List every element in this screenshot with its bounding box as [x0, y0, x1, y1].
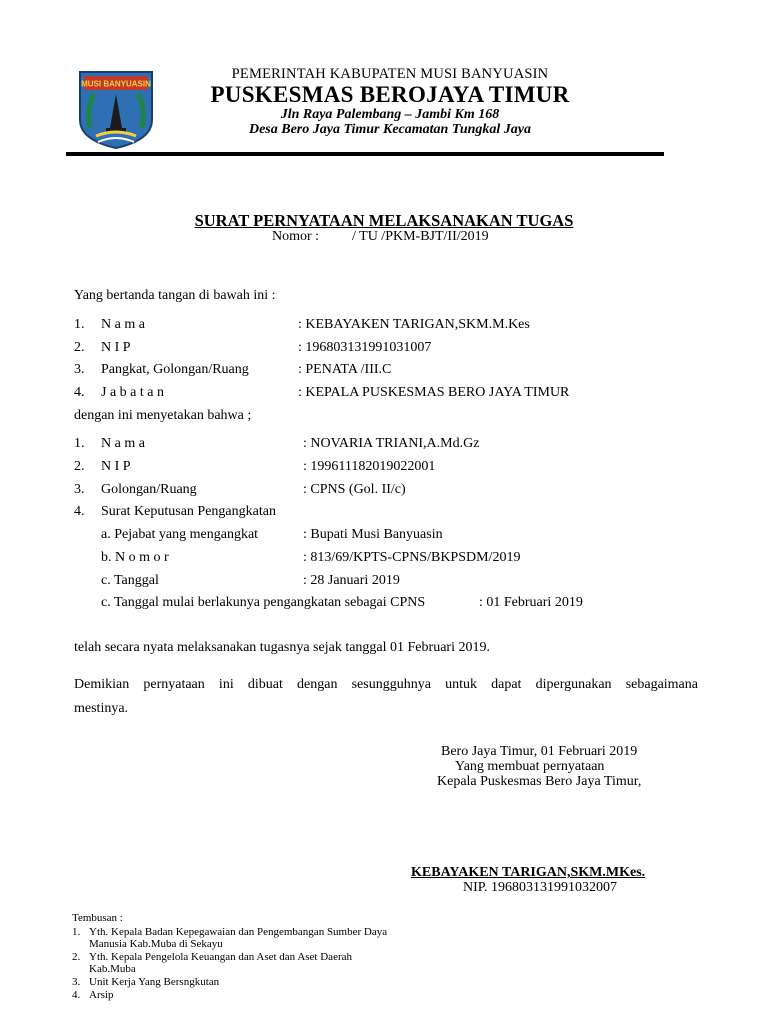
subject-num: 1. [74, 436, 85, 451]
tembusan-item-cont: Kab.Muba [89, 963, 136, 975]
subject-label: N I P [101, 459, 131, 474]
subject-value: : CPNS (Gol. II/c) [303, 482, 406, 497]
tembusan-item: Unit Kerja Yang Bersngkutan [89, 976, 220, 988]
tembusan-num: 2. [72, 951, 81, 963]
sk-label: c. Tanggal mulai berlakunya pengangkatan sebagai CPNS [101, 595, 426, 610]
signer-num: 3. [74, 362, 85, 377]
subject-label: N a m a [101, 436, 145, 451]
signer-num: 1. [74, 317, 85, 332]
signer-label: N I P [101, 340, 131, 355]
intro-text: Yang bertanda tangan di bawah ini : [74, 288, 276, 303]
subject-num: 4. [74, 504, 85, 519]
subject-value: : 199611182019022001 [303, 459, 436, 474]
subject-num: 3. [74, 482, 85, 497]
signer-label: Pangkat, Golongan/Ruang [101, 362, 249, 377]
signature-position: Kepala Puskesmas Bero Jaya Timur, [437, 774, 642, 789]
signature-place-date: Bero Jaya Timur, 01 Februari 2019 [441, 744, 638, 759]
sk-label: b. N o m o r [101, 550, 169, 565]
subject-label: Golongan/Ruang [101, 482, 197, 497]
tembusan-item-cont: Manusia Kab.Muba di Sekayu [89, 938, 223, 950]
tembusan-item: Arsip [89, 989, 114, 1001]
signer-label: J a b a t a n [101, 385, 164, 400]
tembusan-label: Tembusan : [72, 912, 123, 924]
header-divider [66, 152, 664, 156]
signer-label: N a m a [101, 317, 145, 332]
header-government: PEMERINTAH KABUPATEN MUSI BANYUASIN [231, 66, 549, 82]
sk-value: : Bupati Musi Banyuasin [303, 527, 443, 542]
tembusan-num: 1. [72, 926, 81, 938]
sk-label: c. Tanggal [101, 573, 159, 588]
signer-value: : KEPALA PUSKESMAS BERO JAYA TIMUR [298, 385, 570, 400]
tembusan-item: Yth. Kepala Badan Kepegawaian dan Pengembangan Sumber Daya [89, 926, 388, 938]
sk-value: : 813/69/KPTS-CPNS/BKPSDM/2019 [303, 550, 521, 565]
nomor-label: Nomor : [272, 229, 320, 244]
paragraph-duty: telah secara nyata melaksanakan tugasnya sejak tanggal 01 Februari 2019. [74, 640, 490, 655]
nomor-value: / TU /PKM-BJT/II/2019 [352, 229, 489, 244]
subject-num: 2. [74, 459, 85, 474]
signer-value: : 196803131991031007 [298, 340, 432, 355]
sk-label: a. Pejabat yang mengangkat [101, 527, 259, 542]
header-address: Jln Raya Palembang – Jambi Km 168 [280, 107, 500, 122]
header-institution: PUSKESMAS BEROJAYA TIMUR [210, 82, 570, 107]
sk-value: : 01 Februari 2019 [479, 595, 583, 610]
tembusan-num: 3. [72, 976, 81, 988]
signer-value: : PENATA /III.C [298, 362, 392, 377]
signer-num: 2. [74, 340, 85, 355]
subject-label: Surat Keputusan Pengangkatan [101, 504, 276, 519]
paragraph-closing-line2: mestinya. [74, 701, 129, 716]
signature-role: Yang membuat pernyataan [455, 759, 605, 774]
subject-value: : NOVARIA TRIANI,A.Md.Gz [303, 436, 480, 451]
statement-text: dengan ini menyetakan bahwa ; [74, 408, 252, 423]
regency-logo [76, 68, 156, 150]
signatory-nip: NIP. 196803131991032007 [463, 880, 618, 895]
signer-value: : KEBAYAKEN TARIGAN,SKM.M.Kes [298, 317, 530, 332]
header-village: Desa Bero Jaya Timur Kecamatan Tungkal Jaya [248, 122, 532, 137]
signatory-name: KEBAYAKEN TARIGAN,SKM.MKes. [411, 865, 646, 880]
tembusan-num: 4. [72, 989, 81, 1001]
logo-text: MUSI BANYUASIN [81, 79, 151, 89]
sk-value: : 28 Januari 2019 [303, 573, 400, 588]
signer-num: 4. [74, 385, 85, 400]
tembusan-item: Yth. Kepala Pengelola Keuangan dan Aset dan Aset Daerah [89, 951, 352, 963]
document-title: SURAT PERNYATAAN MELAKSANAKAN TUGAS [194, 211, 574, 230]
paragraph-closing-line1: Demikian pernyataan ini dibuat dengan sesungguhnya untuk dapat dipergunakan sebagaimana [74, 677, 698, 692]
